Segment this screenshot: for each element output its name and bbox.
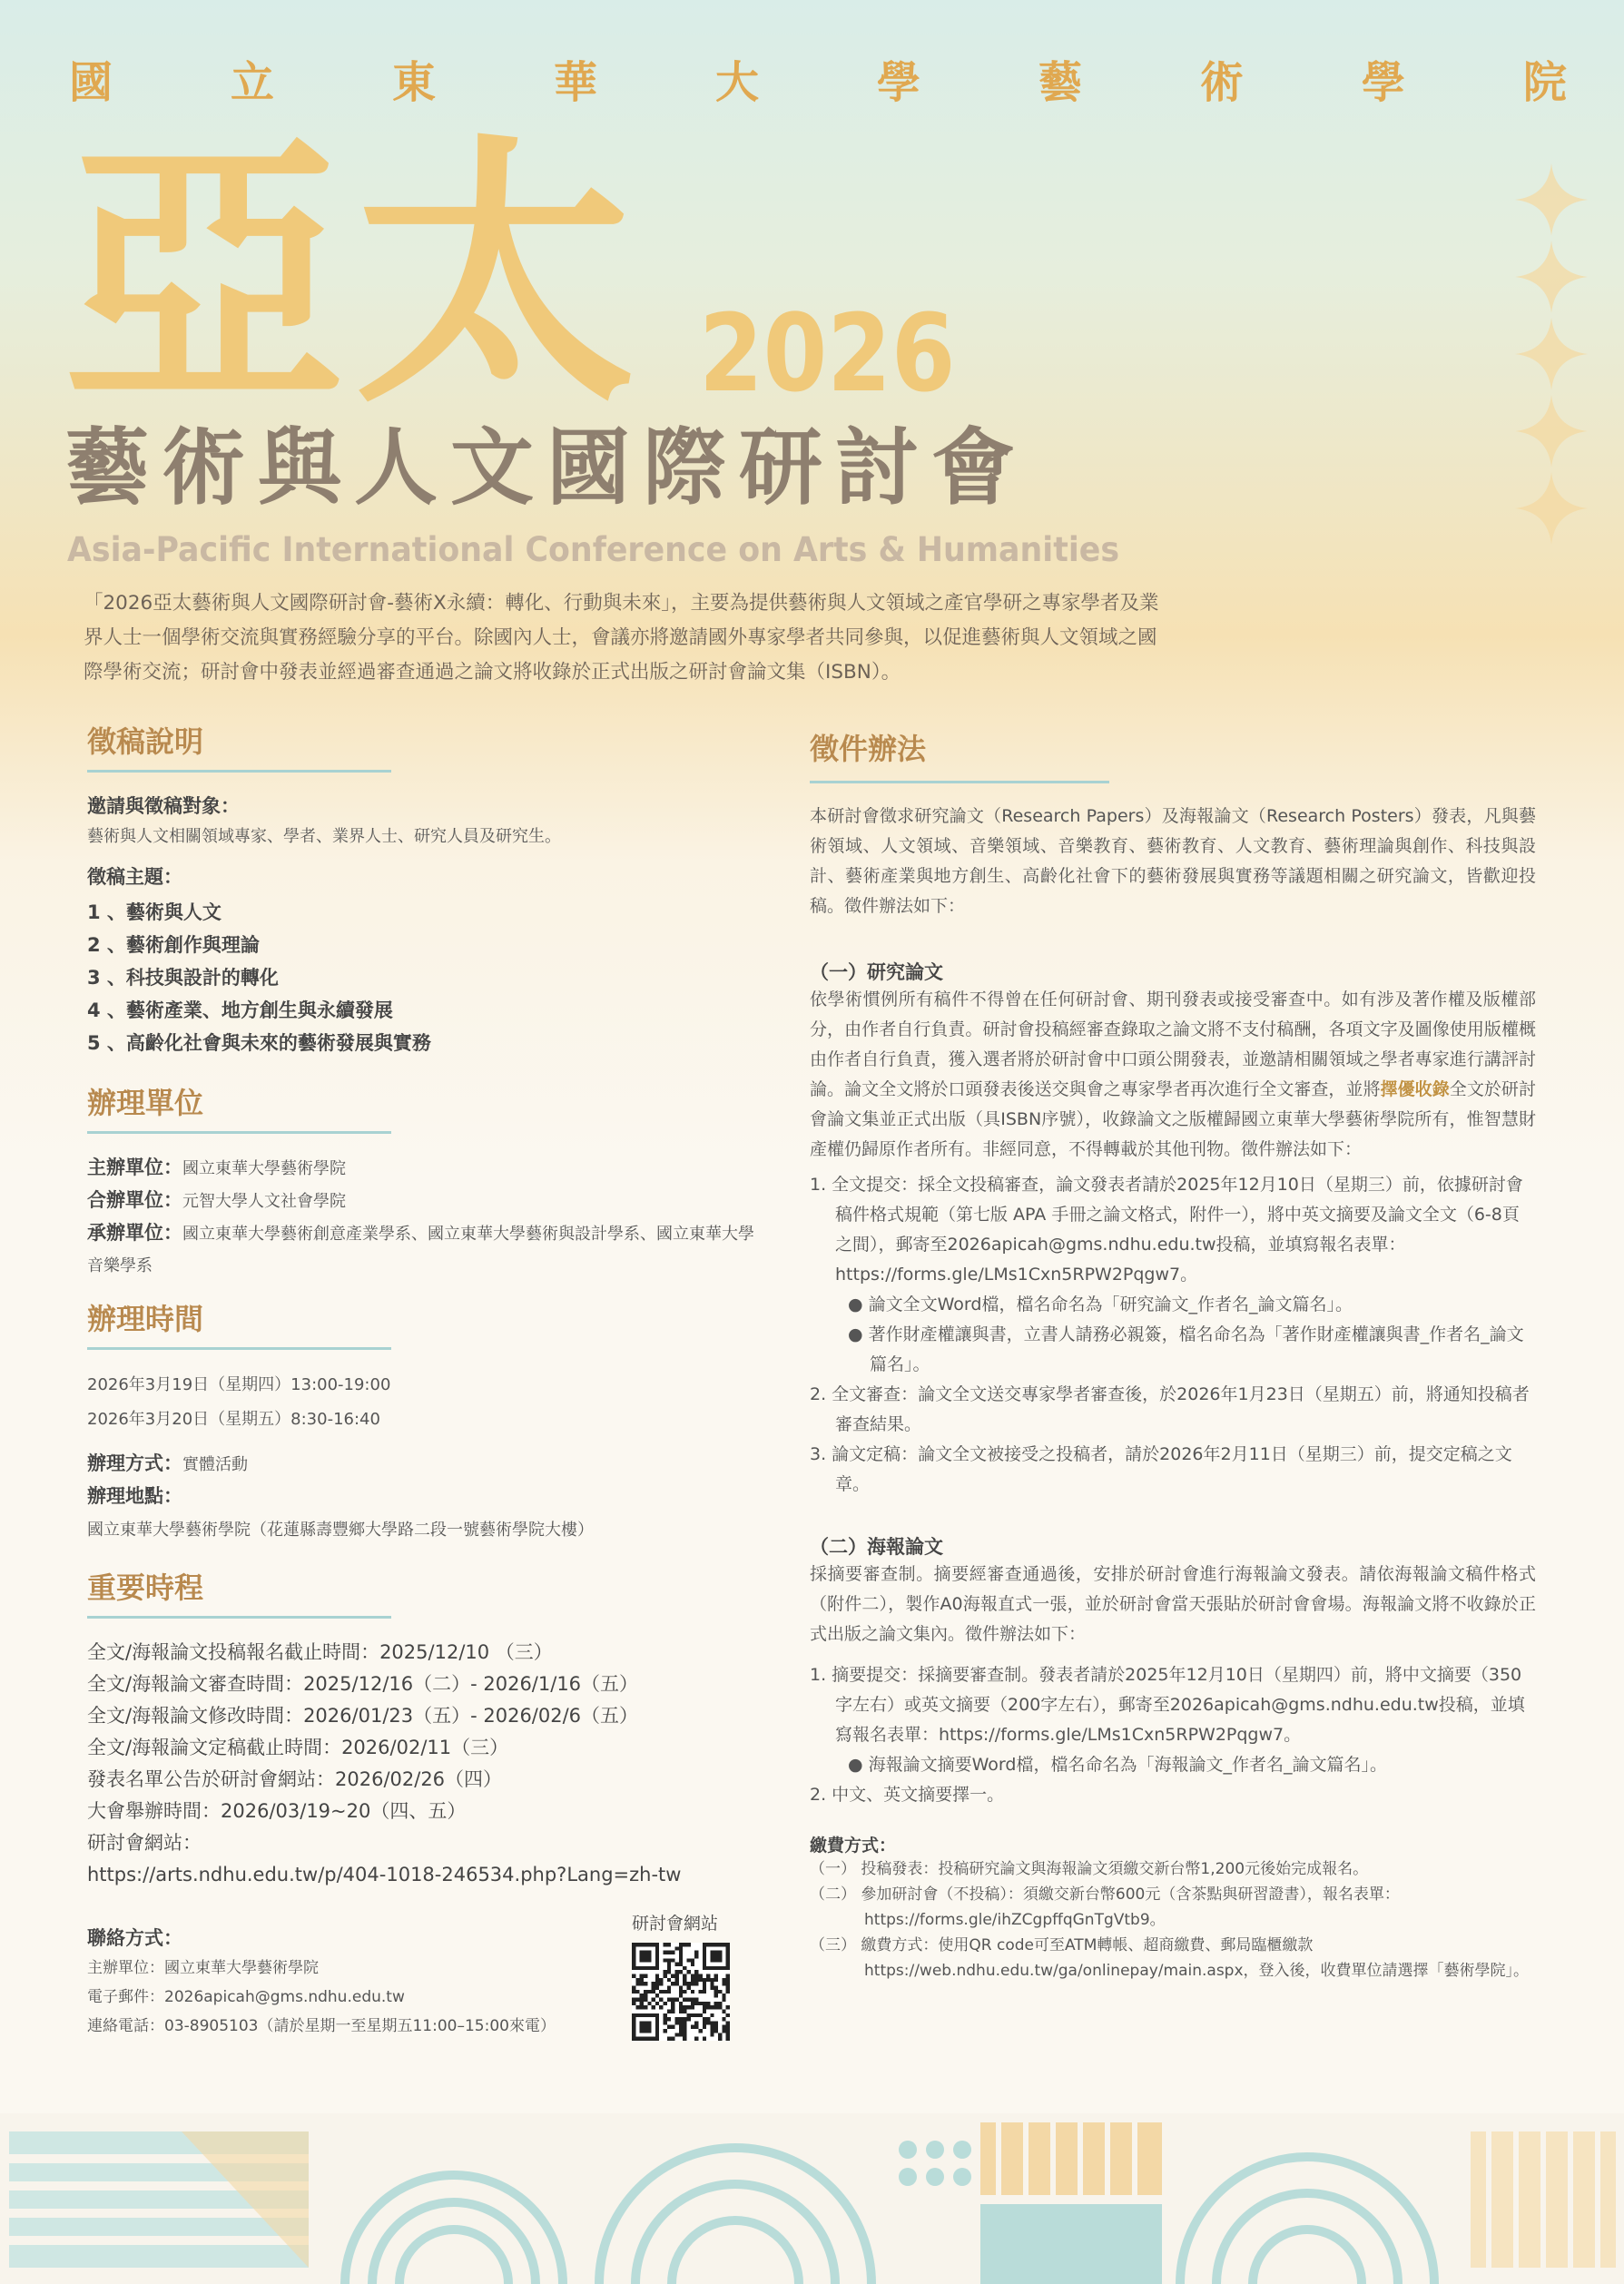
sparkle-decoration	[1515, 163, 1588, 545]
section-heading: 徵件辦法	[810, 726, 1109, 783]
contact-email[interactable]: 電子郵件：2026apicah@gms.ndhu.edu.tw	[87, 1988, 405, 2006]
section-heading: 徵稿說明	[87, 726, 391, 773]
place-value: 國立東華大學藝術學院（花蓮縣壽豐鄉大學路二段一號藝術學院大樓）	[87, 1521, 594, 1540]
paper-text: 依學術慣例所有稿件不得曾在任何研討會、期刊發表或接受審查中。如有涉及著作權及版權部分，由作者自行負責。研討會投稿經審查錄取之論文將不支付稿酬，各項文字及圖像使用版權概由作者自行負責，獲入選者將於研討會中口頭公開發表，並邀請相關領域之學者專家進行講評討論。論文全文將於口頭發表後送交與會之專家學者再次進行全文審查，並將擇優收錄全文於研討會論文集並正式出版（具ISBN序號），收錄論文之版權歸國立東華大學藝術學院所有，惟智慧財產權仍歸原作者所有。非經同意，不得轉載於其他刊物。徵件辦法如下：	[810, 989, 1536, 1159]
contact-host: 主辦單位：國立東華大學藝術學院	[87, 1959, 319, 1977]
date-1: 2026年3月19日（星期四）13:00-19:00	[87, 1375, 391, 1394]
time-section	[87, 1304, 759, 1546]
fee-item: （二） 參加研討會（不投稿）：須繳交新台幣600元（含茶點與研習證書），報名表單：https://forms.gle/ihZCgpffqGnTgVtb9。	[810, 1885, 1400, 1929]
poster-bullet: ● 海報論文摘要Word檔，檔名命名為「海報論文_作者名_論文篇名」。	[848, 1755, 1387, 1775]
target-label: 邀請與徵稿對象：	[87, 795, 240, 817]
schedule-item: 全文/海報論文審查時間：2025/12/16（二）- 2026/1/16（五）	[87, 1673, 639, 1695]
section-heading: 辦理時間	[87, 1304, 391, 1350]
poster-heading: （二）海報論文	[810, 1536, 943, 1558]
topic-item: 5 、高齡化社會與未來的藝術發展與實務	[87, 1032, 431, 1054]
poster-step: 2. 中文、英文摘要擇一。	[810, 1785, 1005, 1805]
mode-label: 辦理方式：	[87, 1452, 182, 1474]
schedule-section	[87, 1572, 759, 1891]
schedule-item: 發表名單公告於研討會網站：2026/02/26（四）	[87, 1768, 503, 1790]
paper-heading: （一）研究論文	[810, 961, 943, 983]
fee-item: （三） 繳費方式：使用QR code可至ATM轉帳、超商繳費、郵局臨櫃繳款 https://web.ndhu.edu.tw/ga/onlinepay/main.aspx，登入後，收費單位請選擇「藝術學院」。	[810, 1936, 1530, 1980]
co-unit: 元智大學人文社會學院	[182, 1192, 346, 1211]
schedule-item: 大會舉辦時間：2026/03/19~20（四、五）	[87, 1800, 467, 1822]
qr-code-icon[interactable]	[632, 1943, 730, 2041]
main-title: 亞太	[64, 113, 645, 440]
schedule-item: 全文/海報論文修改時間：2026/01/23（五）- 2026/02/6（五）	[87, 1705, 639, 1727]
schedule-item: 研討會網站：	[87, 1832, 202, 1854]
paper-step: 1. 全文提交：採全文投稿審查，論文發表者請於2025年12月10日（星期三）前，依據研討會稿件格式規範（第七版 APA 手冊之論文格式，附件一），將中英文摘要及論文全文（6-8頁之間），郵寄至2026apicah@gms.ndhu.edu.tw投稿，並填寫報名表單：https://forms.gle/LMs1Cxn5RPW2Pqgw7。	[810, 1175, 1523, 1285]
co-label: 合辦單位：	[87, 1189, 182, 1211]
college-char: 大	[714, 57, 759, 108]
college-char: 國	[69, 57, 113, 108]
schedule-item: 全文/海報論文投稿報名截止時間：2025/12/10 （三）	[87, 1641, 553, 1663]
college-char: 術	[1199, 57, 1244, 108]
fee-label: 繳費方式：	[810, 1836, 897, 1856]
college-char: 立	[230, 57, 274, 108]
poster-step: 1. 摘要提交：採摘要審查制。發表者請於2025年12月10日（星期四）前，將中文摘要（350字左右）或英文摘要（200字左右），郵寄至2026apicah@gms.ndhu.edu.tw投稿，並填寫報名表單：https://forms.gle/LMs1Cxn5RPW2Pqgw7。	[810, 1665, 1525, 1745]
schedule-item: 全文/海報論文定稿截止時間：2026/02/11（三）	[87, 1737, 509, 1758]
college-name	[69, 47, 1567, 110]
intro-paragraph: 「2026亞太藝術與人文國際研討會-藝術X永續：轉化、行動與未來」，主要為提供藝術與人文領域之產官學研之專家學者及業界人士一個學術交流與實務經驗分享的平台。除國內人士，會議亦將邀請國外專家學者共同參與，以促進藝術與人文領域之國際學術交流；研討會中發表並經過審查通過之論文將收錄於正式出版之研討會論文集（ISBN）。	[84, 592, 1159, 684]
footer-pattern-decoration	[0, 2113, 1624, 2284]
place-label: 辦理地點：	[87, 1485, 182, 1507]
college-char: 東	[391, 57, 436, 108]
contact-phone: 連絡電話：03-8905103（請於星期一至星期五11:00–15:00來電）	[87, 2017, 556, 2035]
college-char: 學	[1361, 57, 1405, 108]
topic-item: 3 、科技與設計的轉化	[87, 967, 279, 989]
qr-label: 研討會網站	[632, 1914, 719, 1934]
units-section	[87, 1088, 759, 1282]
college-char: 華	[553, 57, 597, 108]
contact-label: 聯絡方式：	[87, 1927, 182, 1949]
college-char: 學	[876, 57, 920, 108]
year-label: 2026	[699, 290, 956, 416]
target-text: 藝術與人文相關領域專家、學者、業界人士、研究人員及研究生。	[87, 827, 561, 846]
call-section	[87, 726, 759, 1059]
org-label: 承辦單位：	[87, 1222, 182, 1244]
topic-item: 1 、藝術與人文	[87, 901, 221, 923]
mode-value: 實體活動	[182, 1455, 248, 1474]
section-heading: 重要時程	[87, 1572, 391, 1619]
submission-section	[810, 726, 1536, 1984]
english-title: Asia-Pacific International Conference on Arts & Humanities	[67, 530, 1120, 569]
paper-bullet: ● 論文全文Word檔，檔名命名為「研究論文_作者名_論文篇名」。	[848, 1295, 1353, 1314]
date-2: 2026年3月20日（星期五）8:30-16:40	[87, 1410, 380, 1429]
submission-intro: 本研討會徵求研究論文（Research Papers）及海報論文（Research Posters）發表，凡與藝術領域、人文領域、音樂領域、音樂教育、藝術教育、人文教育、藝術理論與創作、科技與設計、藝術產業與地方創生、高齡化社會下的藝術發展與實務等議題相關之研究論文，皆歡迎投稿。徵件辦法如下：	[810, 806, 1536, 916]
host-unit: 國立東華大學藝術學院	[182, 1159, 346, 1178]
topic-item: 4 、藝術產業、地方創生與永續發展	[87, 999, 393, 1021]
schedule-item[interactable]: https://arts.ndhu.edu.tw/p/404-1018-246534.php?Lang=zh-tw	[87, 1864, 682, 1885]
college-char: 藝	[1038, 57, 1082, 108]
section-heading: 辦理單位	[87, 1088, 391, 1134]
fee-item: （一） 投稿發表：投稿研究論文與海報論文須繳交新台幣1,200元後始完成報名。	[810, 1860, 1369, 1878]
conference-title: 藝術與人文國際研討會	[65, 419, 1029, 517]
poster-text: 採摘要審查制。摘要經審查通過後，安排於研討會進行海報論文發表。請依海報論文稿件格式（附件二），製作A0海報直式一張，並於研討會當天張貼於研討會會場。海報論文將不收錄於正式出版之論文集內。徵件辦法如下：	[810, 1564, 1536, 1644]
paper-step: 2. 全文審查：論文全文送交專家學者審查後，於2026年1月23日（星期五）前，將通知投稿者審查結果。	[810, 1384, 1530, 1434]
topic-item: 2 、藝術創作與理論	[87, 934, 260, 956]
paper-step: 3. 論文定稿：論文全文被接受之投稿者，請於2026年2月11日（星期三）前，提交定稿之文章。	[810, 1444, 1512, 1494]
paper-bullet: ● 著作財產權讓與書，立書人請務必親簽，檔名命名為「著作財產權讓與書_作者名_論文篇名」。	[848, 1324, 1524, 1374]
college-char: 院	[1522, 57, 1567, 108]
org-unit: 國立東華大學藝術創意產業學系、國立東華大學藝術與設計學系、國立東華大學音樂學系	[87, 1225, 754, 1275]
topics-label: 徵稿主題：	[87, 866, 182, 888]
host-label: 主辦單位：	[87, 1157, 182, 1178]
